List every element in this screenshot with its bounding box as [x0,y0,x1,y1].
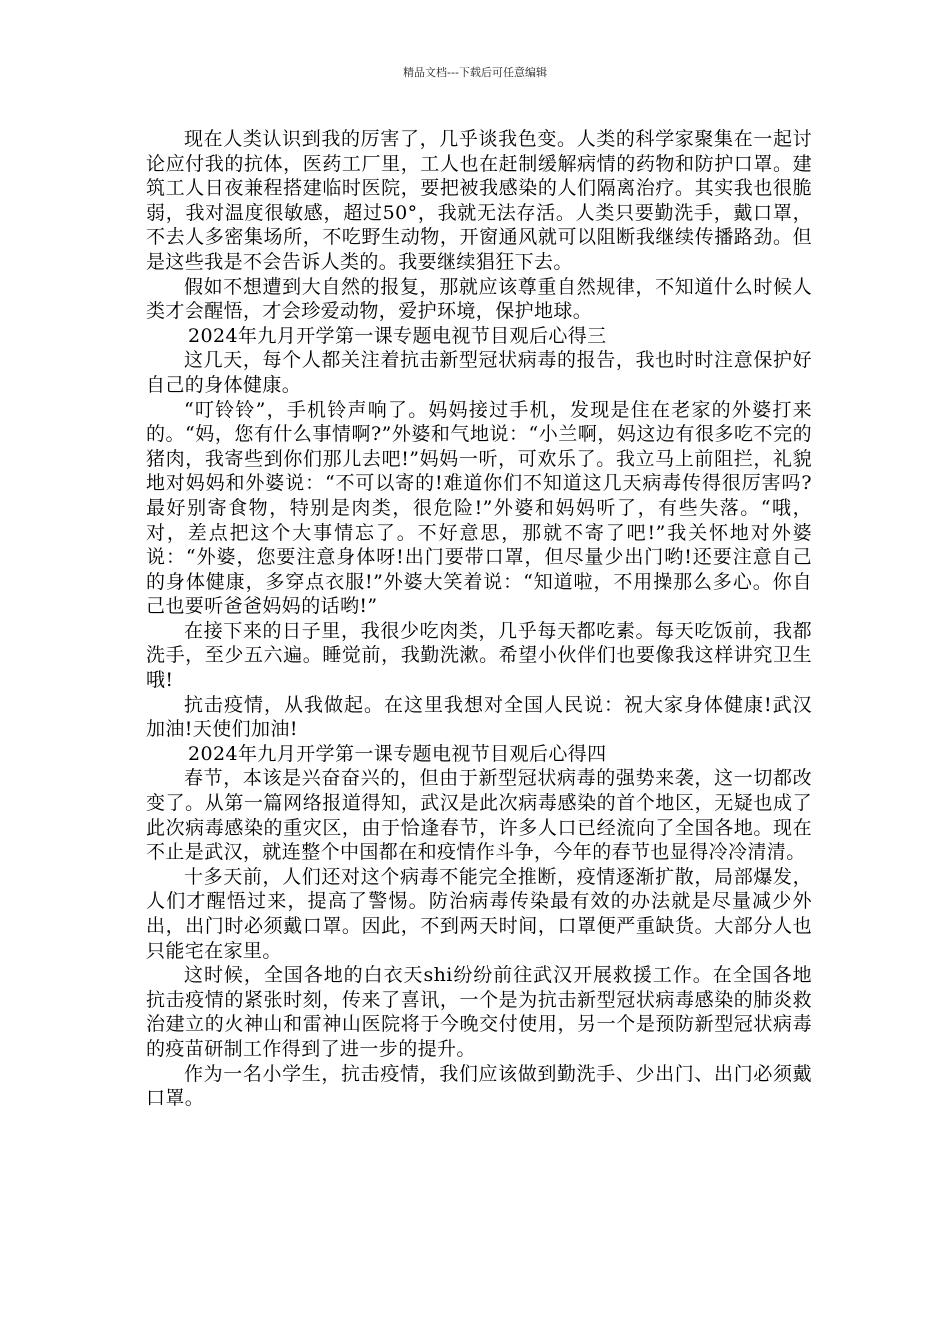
paragraph: 在接下来的日子里，我很少吃肉类，几乎每天都吃素。每天吃饭前，我都洗手，至少五六遍。睡觉前，我勤洗漱。希望小伙伴们也要像我这样讲究卫生哦! [146,619,812,692]
paragraph: 作为一名小学生，抗击疫情，我们应该做到勤洗手、少出门、出门必须戴口罩。 [146,1062,812,1110]
paragraph: 这几天，每个人都关注着抗击新型冠状病毒的报告，我也时时注意保护好自己的身体健康。 [146,349,812,396]
paragraph: 假如不想遭到大自然的报复，那就应该尊重自然规律，不知道什么时候人类才会醒悟，才会珍爱动物，爱护环境，保护地球。 [146,275,812,323]
section-title: 2024年九月开学第一课专题电视节目观后心得四 [188,742,607,765]
paragraph: “叮铃铃”，手机铃声响了。妈妈接过手机，发现是住在老家的外婆打来的。“妈，您有什么事情啊?”外婆和气地说：“小兰啊，妈这边有很多吃不完的猪肉，我寄些到你们那儿去吧!”妈妈一听，可欢乐了。我立马上前阻拦，礼貌地对妈妈和外婆说：“不可以寄的!难道你们不知道这几天病毒传得很厉害吗?最好别寄食物，特别是肉类，很危险!”外婆和妈妈听了，有些失落。“哦，对，差点把这个大事情忘了。不好意思，那就不寄了吧!”我关怀地对外婆说：“外婆，您要注意身体呀!出门要带口罩，但尽量少出门哟!还要注意自己的身体健康，多穿点衣服!”外婆大笑着说：“知道啦，不用操那么多心。你自己也要听爸爸妈妈的话哟!” [146,398,812,618]
paragraph: 十多天前，人们还对这个病毒不能完全推断，疫情逐渐扩散，局部爆发，人们才醒悟过来，提高了警惕。防治病毒传染最有效的办法就是尽量减少外出，出门时必须戴口罩。因此，不到两天时间，口罩便严重缺货。大部分人也只能宅在家里。 [146,865,812,962]
paragraph: 春节，本该是兴奋奋兴的，但由于新型冠状病毒的强势来袭，这一切都改变了。从第一篇网络报道得知，武汉是此次病毒感染的首个地区，无疑也成了此次病毒感染的重灾区，由于恰逢春节，许多人口已经流向了全国各地。现在不止是武汉，就连整个中国都在和疫情作斗争，今年的春节也显得冷冷清清。 [146,767,812,864]
section-title: 2024年九月开学第一课专题电视节目观后心得三 [188,324,607,347]
paragraph: 抗击疫情，从我做起。在这里我想对全国人民说：祝大家身体健康!武汉加油!天使们加油! [146,693,812,741]
document-body [146,127,812,1111]
paragraph: 现在人类认识到我的厉害了，几乎谈我色变。人类的科学家聚集在一起讨论应付我的抗体，医药工厂里，工人也在赶制缓解病情的药物和防护口罩。建筑工人日夜兼程搭建临时医院，要把被我感染的人们隔离治疗。其实我也很脆弱，我对温度很敏感，超过50°，我就无法存活。人类只要勤洗手，戴口罩，不去人多密集场所，不吃野生动物，开窗通风就可以阻断我继续传播路劲。但是这些我是不会告诉人类的。我要继续猖狂下去。 [146,128,812,273]
page-header: 精品文档---下载后可任意编辑 [403,66,547,79]
paragraph: 这时候，全国各地的白衣天shi纷纷前往武汉开展救援工作。在全国各地抗击疫情的紧张时刻，传来了喜讯，一个是为抗击新型冠状病毒感染的肺炎救治建立的火神山和雷神山医院将于今晚交付使用，另一个是预防新型冠状病毒的疫苗研制工作得到了进一步的提升。 [146,964,812,1060]
